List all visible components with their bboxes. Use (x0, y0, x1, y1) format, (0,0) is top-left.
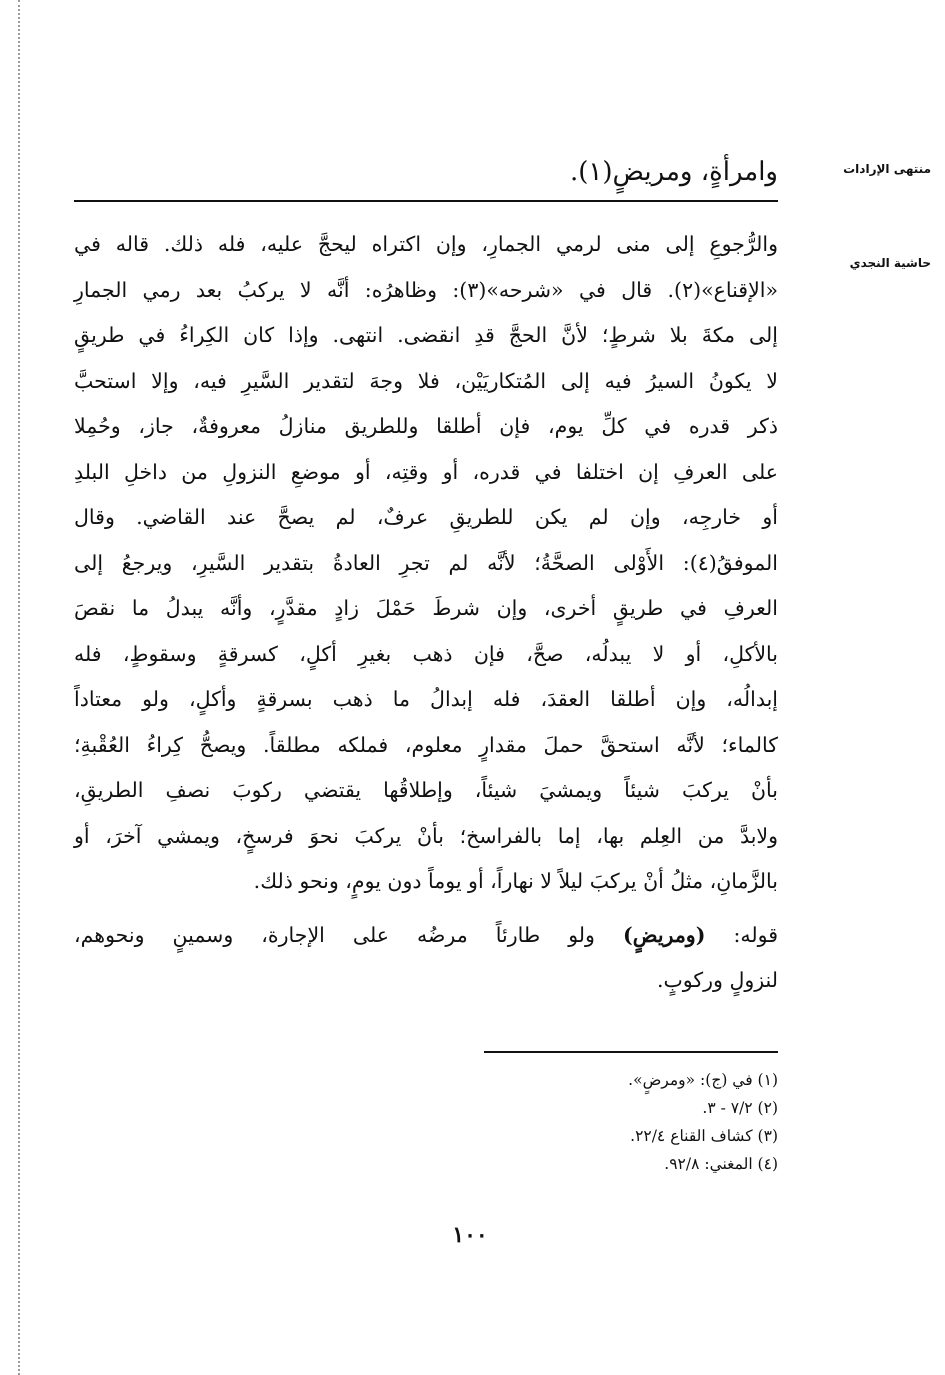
commentary-line: الموفقُ(٤): الأَوْلى الصحَّةُ؛ لأنَّه لم تجرِ العادةُ بتقدير السَّيرِ، ويرجعُ إلى (74, 550, 778, 575)
side-label-muntaha: منتهى الإرادات (843, 162, 931, 176)
footnote-divider (484, 1051, 778, 1053)
commentary-line: إبدالُه، وإن أطلقا العقدَ، فله إبدالُ ما ذهب بسرقةٍ وأكلٍ، ولو معتاداً (74, 687, 778, 711)
footnotes (460, 1066, 778, 1178)
commentary-line: ذكر قدره في كلِّ يوم، فإن أطلقا وللطريق منازلُ معروفةٌ، جاز، وحُمِلا (74, 414, 778, 438)
matn-divider (74, 200, 778, 202)
note-line (74, 913, 778, 959)
footnote-3: (٣) كشاف القناع ٢٢/٤. (630, 1127, 778, 1145)
commentary-line: العرفِ في طريقٍ أخرى، وإن شرطَ حَمْلَ زادٍ مقدَّرٍ، وأنَّه يبدلُ ما نقصَ (74, 596, 778, 620)
note-keyword: (ومريضٍ) (623, 922, 706, 947)
commentary-line: لا يكونُ السيرُ فيه إلى المُتكاريَيْن، فلا وجهَ لتقدير السَّيرِ فيه، وإلا استحبَّ (74, 368, 778, 393)
page-number: ١٠٠ (452, 1222, 488, 1248)
commentary-line: «الإقناع»(٢). قال في «شرحه»(٣): وظاهرُه: أنَّه لا يركبُ بعد رمي الجمارِ (74, 277, 779, 302)
commentary-line: إلى مكةَ بلا شرطٍ؛ لأنَّ الحجَّ قدِ انقضى. انتهى. وإذا كان الكِراءُ في طريقٍ (74, 323, 778, 347)
note-line-end: لنزولٍ وركوبٍ. (656, 968, 778, 992)
commentary-line: بالأكلِ، أو لا يبدلُه، صحَّ، فإن ذهب بغيرِ أكلٍ، كسرقةٍ وسقوطٍ، فله (74, 641, 778, 666)
commentary-body (74, 222, 778, 1004)
matn-text: وامرأةٍ، ومريضٍ(١). (569, 157, 778, 187)
commentary-line: والرُّجوعِ إلى منى لرمي الجمارِ، وإن اكتراه ليحجَّ عليه، فله ذلك. قاله في (74, 232, 778, 256)
commentary-line: كالماء؛ لأنَّه استحقَّ حملَ مقدارٍ معلوم، فملكه مطلقاً. ويصحُّ كِراءُ العُقْبةِ؛ (74, 732, 778, 757)
commentary-line: بأنْ يركبَ شيئاً ويمشيَ شيئاً، وإطلاقُها يقتضي ركوبَ نصفِ الطريقِ، (74, 778, 778, 802)
commentary-line: على العرفِ إن اختلفا في قدره، أو وقتِه، أو موضعِ النزولِ من داخلِ البلدِ (74, 459, 778, 484)
scan-edge (18, 0, 20, 1375)
commentary-line: أو خارجِه، وإن لم يكن للطريقِ عرفٌ، لم يصحَّ عند القاضي. وقال (74, 505, 778, 529)
side-label-hashiya: حاشية النجدي (849, 256, 931, 270)
footnote-1: (١) في (ج): «ومرضٍ». (628, 1071, 778, 1089)
note-text: ولو طارئاً مرضُه على الإجارة، وسمينٍ ونحوهم، (74, 922, 623, 947)
footnote-4: (٤) المغني: ٩٢/٨. (664, 1155, 778, 1173)
note-prefix: قوله: (705, 922, 778, 947)
footnote-2: (٢) ٧/٢ - ٣. (702, 1099, 778, 1117)
commentary-line: ولابدَّ من العِلم بها، إما بالفراسخ؛ بأنْ يركبَ نحوَ فرسخٍ، ويمشي آخرَ، أو (74, 823, 778, 848)
commentary-line: بالزَّمانِ، مثلُ أنْ يركبَ ليلاً لا نهاراً، أو يوماً دون يومٍ، ونحو ذلك. (253, 869, 778, 893)
